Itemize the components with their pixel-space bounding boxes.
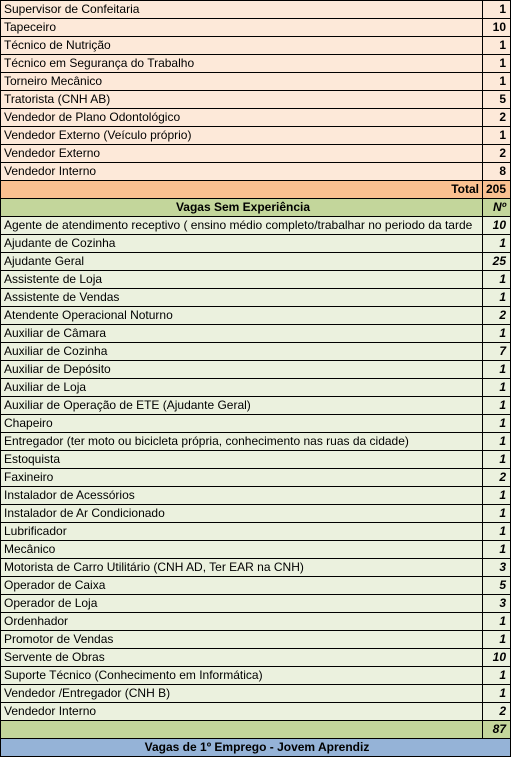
section-title-first-job: Vagas de 1º Emprego - Jovem Aprendiz [1,739,511,757]
table-row [1,289,511,307]
table-row [1,541,511,559]
table-row [1,667,511,685]
job-title: Agente de atendimento receptivo ( ensino médio completo/trabalhar no periodo da tarde [1,217,483,235]
job-title: Motorista de Carro Utilitário (CNH AD, Ter EAR na CNH) [1,559,483,577]
vacancy-count: 1 [483,1,511,19]
table-row [1,703,511,721]
job-title: Operador de Loja [1,595,483,613]
vacancy-count: 2 [483,109,511,127]
vacancy-count: 1 [483,613,511,631]
vacancy-count: 5 [483,91,511,109]
vacancy-count: 2 [483,307,511,325]
job-title: Vendedor Externo (Veículo próprio) [1,127,483,145]
job-title: Chapeiro [1,415,483,433]
vacancy-count: 1 [483,361,511,379]
vacancy-count: 1 [483,289,511,307]
table-row [1,685,511,703]
table-row [1,487,511,505]
table-row [1,325,511,343]
table-row [1,91,511,109]
job-title: Assistente de Loja [1,271,483,289]
table-row [1,37,511,55]
vacancy-count: 1 [483,325,511,343]
table-row [1,523,511,541]
table-row [1,433,511,451]
total-row [1,181,511,199]
vacancy-count: 10 [483,19,511,37]
job-title: Vendedor Externo [1,145,483,163]
table-row [1,631,511,649]
job-title: Técnico de Nutrição [1,37,483,55]
count-column-header: Nº [483,199,511,217]
total-row-no-experience [1,721,511,739]
table-row [1,469,511,487]
vacancy-count: 1 [483,415,511,433]
job-title: Auxiliar de Câmara [1,325,483,343]
vacancy-count: 1 [483,685,511,703]
vacancy-count: 3 [483,559,511,577]
vacancy-count: 10 [483,649,511,667]
section-with-experience [1,1,511,181]
table-row [1,595,511,613]
table-row [1,19,511,37]
vacancy-count: 1 [483,379,511,397]
vacancy-count: 8 [483,163,511,181]
vacancy-count: 1 [483,541,511,559]
table-row [1,649,511,667]
job-title: Vendedor Interno [1,703,483,721]
table-row [1,559,511,577]
table-row [1,109,511,127]
vacancy-count: 1 [483,505,511,523]
job-title: Vendedor /Entregador (CNH B) [1,685,483,703]
vacancy-count: 7 [483,343,511,361]
total-value: 205 [483,181,511,199]
vacancy-count: 1 [483,127,511,145]
section-no-experience [1,217,511,721]
table-row [1,127,511,145]
job-title: Técnico em Segurança do Trabalho [1,55,483,73]
job-title: Vendedor Interno [1,163,483,181]
job-title: Tapeceiro [1,19,483,37]
job-title: Servente de Obras [1,649,483,667]
vacancy-count: 1 [483,271,511,289]
table-row [1,307,511,325]
job-title: Ajudante Geral [1,253,483,271]
job-title: Assistente de Vendas [1,289,483,307]
job-title: Auxiliar de Loja [1,379,483,397]
job-title: Entregador (ter moto ou bicicleta própria, conhecimento nas ruas da cidade) [1,433,483,451]
table-row [1,271,511,289]
job-title: Vendedor de Plano Odontológico [1,109,483,127]
table-row [1,55,511,73]
vacancy-count: 1 [483,433,511,451]
job-title: Operador de Caixa [1,577,483,595]
vacancy-count: 1 [483,487,511,505]
table-row [1,1,511,19]
vacancy-count: 3 [483,595,511,613]
vacancy-count: 1 [483,55,511,73]
job-title: Suporte Técnico (Conhecimento em Informática) [1,667,483,685]
job-title: Atendente Operacional Noturno [1,307,483,325]
table-row [1,361,511,379]
job-title: Ajudante de Cozinha [1,235,483,253]
table-row [1,217,511,235]
section-header-first-job [1,739,511,757]
table-row [1,451,511,469]
section-header-no-experience [1,199,511,217]
vacancy-count: 25 [483,253,511,271]
section-title-no-experience: Vagas Sem Experiência [1,199,483,217]
total-value-no-experience: 87 [483,721,511,739]
table-row [1,415,511,433]
table-row [1,253,511,271]
job-title: Faxineiro [1,469,483,487]
job-title: Auxiliar de Operação de ETE (Ajudante Geral) [1,397,483,415]
job-title: Tratorista (CNH AB) [1,91,483,109]
job-title: Instalador de Ar Condicionado [1,505,483,523]
vacancy-count: 1 [483,451,511,469]
table-row [1,145,511,163]
job-title: Instalador de Acessórios [1,487,483,505]
job-title: Auxiliar de Depósito [1,361,483,379]
vacancy-count: 2 [483,145,511,163]
section-with-experience-total [1,181,511,217]
job-title: Ordenhador [1,613,483,631]
job-title: Lubrificador [1,523,483,541]
table-row [1,397,511,415]
vacancy-count: 1 [483,667,511,685]
table-row [1,577,511,595]
table-row [1,73,511,91]
vacancy-count: 1 [483,397,511,415]
vacancy-count: 1 [483,73,511,91]
job-title: Supervisor de Confeitaria [1,1,483,19]
table-row [1,163,511,181]
table-row [1,343,511,361]
vacancy-count: 1 [483,523,511,541]
vacancy-count: 2 [483,469,511,487]
table-row [1,505,511,523]
job-title: Mecânico [1,541,483,559]
table-row [1,613,511,631]
job-title: Estoquista [1,451,483,469]
vacancy-count: 5 [483,577,511,595]
job-title: Promotor de Vendas [1,631,483,649]
vacancy-count: 10 [483,217,511,235]
vacancy-count: 1 [483,37,511,55]
total-label: Total [1,181,483,199]
job-title: Torneiro Mecânico [1,73,483,91]
vacancy-count: 2 [483,703,511,721]
section-no-experience-footer [1,721,511,757]
vacancy-count: 1 [483,631,511,649]
vacancy-count: 1 [483,235,511,253]
table-row [1,379,511,397]
job-title: Auxiliar de Cozinha [1,343,483,361]
total-label-empty [1,721,483,739]
table-row [1,235,511,253]
